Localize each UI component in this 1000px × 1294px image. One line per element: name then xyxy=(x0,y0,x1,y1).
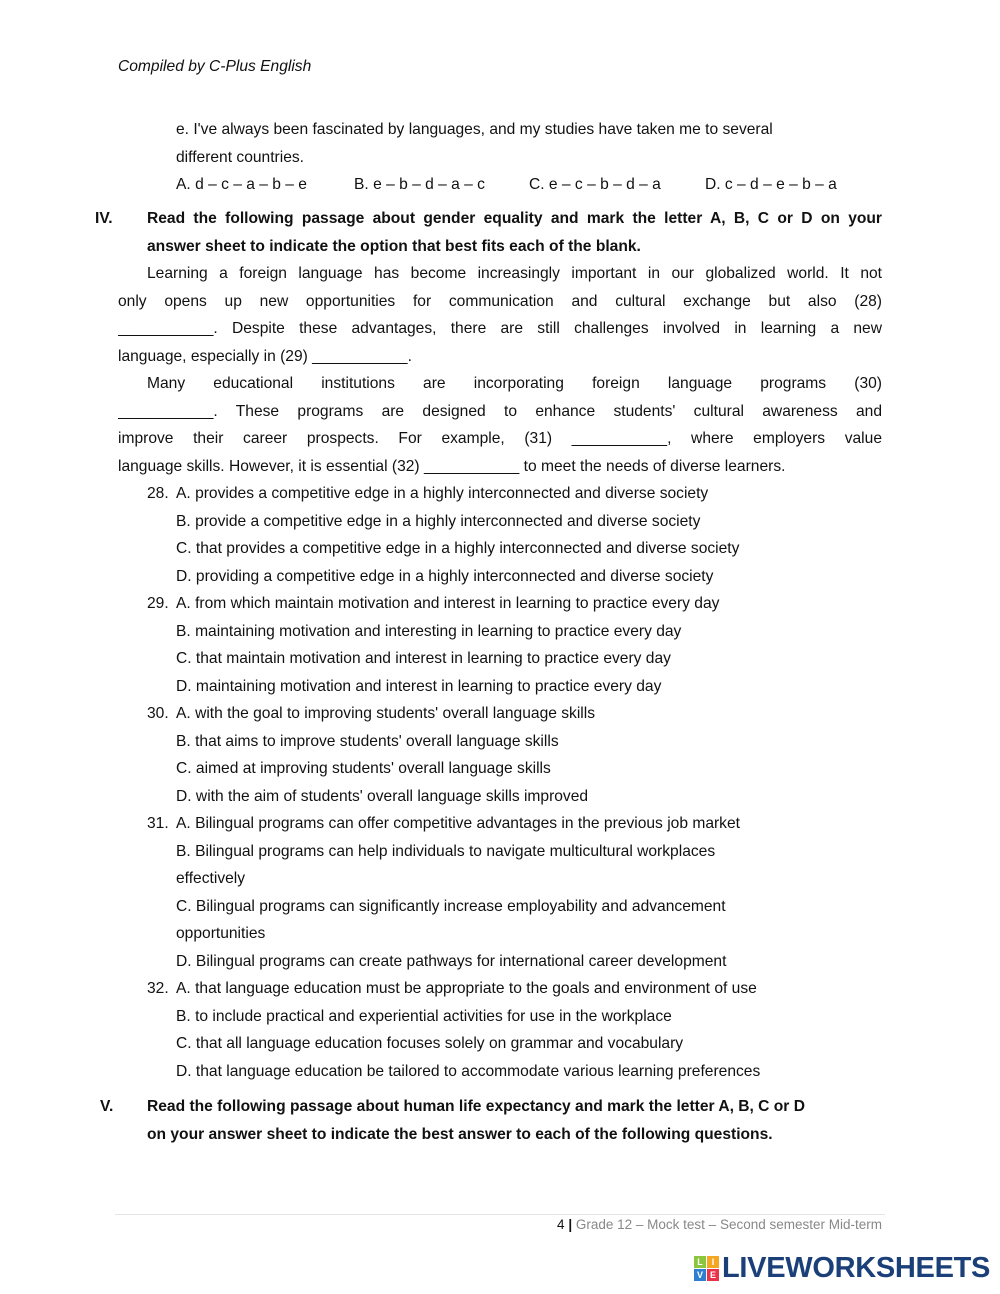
question-number: 30. xyxy=(147,705,169,723)
section-numeral: V. xyxy=(100,1098,114,1116)
section-numeral: IV. xyxy=(95,210,113,228)
logo-tiles-icon xyxy=(694,1256,719,1281)
answer-option: D. providing a competitive edge in a highly interconnected and diverse society xyxy=(176,567,714,585)
passage-line: language skills. However, it is essential (32) ___________ to meet the needs of diverse learners. xyxy=(118,457,786,475)
section-instruction: answer sheet to indicate the option that best fits each of the blank. xyxy=(147,237,641,255)
logo-tile: V xyxy=(694,1269,706,1281)
answer-option: C. that provides a competitive edge in a highly interconnected and diverse society xyxy=(176,540,740,558)
answer-option: C. Bilingual programs can significantly increase employability and advancement xyxy=(176,897,726,915)
section-instruction: Read the following passage about human life expectancy and mark the letter A, B, C or D xyxy=(147,1098,805,1116)
page-number: 4 xyxy=(557,1217,565,1232)
passage-line: ___________. Despite these advantages, there are still challenges involved in learning a new xyxy=(118,320,882,338)
answer-option: A. from which maintain motivation and interest in learning to practice every day xyxy=(176,595,720,613)
answer-option: B. that aims to improve students' overall language skills xyxy=(176,732,559,750)
question-number: 32. xyxy=(147,980,169,998)
answer-option: B. provide a competitive edge in a highly interconnected and diverse society xyxy=(176,512,701,530)
answer-option: D. that language education be tailored to accommodate various learning preferences xyxy=(176,1062,761,1080)
answer-option: B. maintaining motivation and interesting in learning to practice every day xyxy=(176,622,682,640)
passage-line: Learning a foreign language has become increasingly important in our globalized world. It not xyxy=(147,265,882,283)
answer-option: C. aimed at improving students' overall language skills xyxy=(176,760,551,778)
liveworksheets-logo xyxy=(694,1252,990,1285)
answer-option: B. to include practical and experiential activities for use in the workplace xyxy=(176,1007,672,1025)
item-e-text: different countries. xyxy=(176,148,305,166)
passage-line: Many educational institutions are incorporating foreign language programs (30) xyxy=(147,375,882,393)
page-footer xyxy=(557,1217,882,1232)
answer-option: D. Bilingual programs can create pathways for international career development xyxy=(176,952,727,970)
answer-option: C. that maintain motivation and interest in learning to practice every day xyxy=(176,650,671,668)
answer-option: C. that all language education focuses solely on grammar and vocabulary xyxy=(176,1035,684,1053)
ordering-option: A. d – c – a – b – e xyxy=(176,176,307,194)
answer-option: D. with the aim of students' overall language skills improved xyxy=(176,787,589,805)
ordering-option: C. e – c – b – d – a xyxy=(529,176,661,194)
question-number: 28. xyxy=(147,485,169,503)
item-e-text: e. I've always been fascinated by languages, and my studies have taken me to several xyxy=(176,121,773,139)
answer-option: A. with the goal to improving students' overall language skills xyxy=(176,705,596,723)
logo-tile: E xyxy=(707,1269,719,1281)
footer-text: Grade 12 – Mock test – Second semester Mid-term xyxy=(575,1217,882,1232)
footer-separator: | xyxy=(568,1217,573,1232)
logo-tile: L xyxy=(694,1256,706,1268)
ordering-option: B. e – b – d – a – c xyxy=(354,176,485,194)
answer-option: D. maintaining motivation and interest in learning to practice every day xyxy=(176,677,662,695)
logo-tile: I xyxy=(707,1256,719,1268)
passage-line: ___________. These programs are designed to enhance students' cultural awareness and xyxy=(118,402,882,420)
logo-wordmark: LIVEWORKSHEETS xyxy=(722,1252,991,1284)
answer-option: effectively xyxy=(176,870,246,888)
section-instruction: Read the following passage about gender equality and mark the letter A, B, C or D on your xyxy=(147,210,882,228)
answer-option: A. Bilingual programs can offer competitive advantages in the previous job market xyxy=(176,815,740,833)
passage-line: only opens up new opportunities for communication and cultural exchange but also (28) xyxy=(118,292,882,310)
page-header: Compiled by C-Plus English xyxy=(118,58,312,75)
ordering-option: D. c – d – e – b – a xyxy=(705,176,837,194)
passage-line: improve their career prospects. For example, (31) ___________, where employers value xyxy=(118,430,882,448)
answer-option: A. that language education must be appropriate to the goals and environment of use xyxy=(176,980,757,998)
answer-option: A. provides a competitive edge in a highly interconnected and diverse society xyxy=(176,485,709,503)
section-instruction: on your answer sheet to indicate the best answer to each of the following questions. xyxy=(147,1125,773,1143)
question-number: 29. xyxy=(147,595,169,613)
passage-line: language, especially in (29) ___________. xyxy=(118,347,412,365)
footer-divider xyxy=(115,1214,885,1215)
answer-option: B. Bilingual programs can help individuals to navigate multicultural workplaces xyxy=(176,842,716,860)
answer-option: opportunities xyxy=(176,925,266,943)
question-number: 31. xyxy=(147,815,169,833)
